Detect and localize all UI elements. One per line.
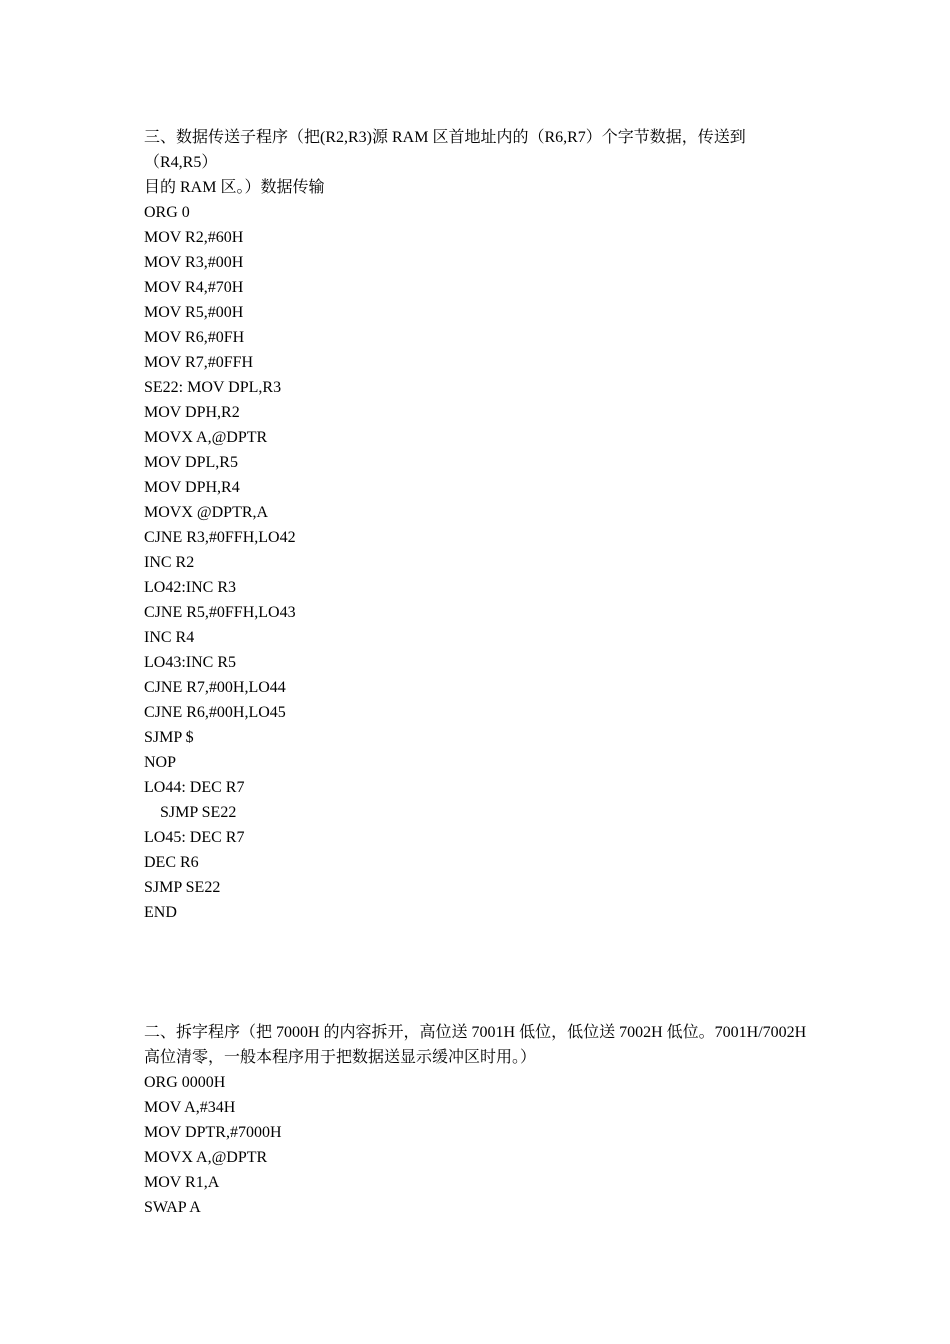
code-line: MOV DPH,R4: [144, 479, 240, 496]
code-listing: [144, 200, 814, 925]
code-line: INC R2: [144, 554, 195, 571]
code-line: SWAP A: [144, 1199, 201, 1216]
code-line: MOVX @DPTR,A: [144, 504, 269, 521]
code-line: SJMP SE22: [144, 879, 221, 896]
code-line: SJMP $: [144, 729, 194, 746]
code-line: CJNE R5,#0FFH,LO43: [144, 604, 296, 621]
code-line: MOVX A,@DPTR: [144, 429, 268, 446]
code-line: MOV R7,#0FFH: [144, 354, 254, 371]
code-line: MOV R2,#60H: [144, 229, 244, 246]
code-line: CJNE R7,#00H,LO44: [144, 679, 286, 696]
code-line: MOV DPH,R2: [144, 404, 240, 421]
code-line: LO45: DEC R7: [144, 829, 245, 846]
code-line: MOVX A,@DPTR: [144, 1149, 268, 1166]
code-line: LO43:INC R5: [144, 654, 236, 671]
code-line: CJNE R3,#0FFH,LO42: [144, 529, 296, 546]
heading-line-1: 二、拆字程序（把 7000H 的内容拆开，高位送 7001H 低位，低位送 7002H 低位。7001H/7002H: [144, 1024, 807, 1041]
code-line: END: [144, 904, 177, 921]
code-line: LO44: DEC R7: [144, 779, 245, 796]
code-line: MOV DPL,R5: [144, 454, 238, 471]
section-heading: [144, 1020, 814, 1070]
code-line: NOP: [144, 754, 177, 771]
code-line: SE22: MOV DPL,R3: [144, 379, 282, 396]
code-line: ORG 0000H: [144, 1074, 226, 1091]
code-line: LO42:INC R3: [144, 579, 236, 596]
code-line: MOV DPTR,#7000H: [144, 1124, 282, 1141]
code-line: DEC R6: [144, 854, 199, 871]
code-line: SJMP SE22: [144, 804, 237, 821]
heading-line-1: 三、数据传送子程序（把(R2,R3)源 RAM 区首地址内的（R6,R7）个字节数据，传送到（R4,R5）: [144, 129, 746, 171]
code-line: CJNE R6,#00H,LO45: [144, 704, 286, 721]
code-line: MOV R4,#70H: [144, 279, 244, 296]
code-line: MOV R6,#0FH: [144, 329, 245, 346]
data-transfer-section: [144, 125, 814, 925]
section-heading: [144, 125, 814, 200]
code-line: MOV R3,#00H: [144, 254, 244, 271]
split-digit-section: [144, 1020, 814, 1220]
code-line: ORG 0: [144, 204, 190, 221]
code-line: INC R4: [144, 629, 195, 646]
code-line: MOV R1,A: [144, 1174, 220, 1191]
heading-line-2: 目的 RAM 区。）数据传输: [144, 179, 325, 196]
heading-line-2: 高位清零，一般本程序用于把数据送显示缓冲区时用。）: [144, 1049, 537, 1066]
code-listing: [144, 1070, 814, 1220]
code-line: MOV A,#34H: [144, 1099, 236, 1116]
code-line: MOV R5,#00H: [144, 304, 244, 321]
